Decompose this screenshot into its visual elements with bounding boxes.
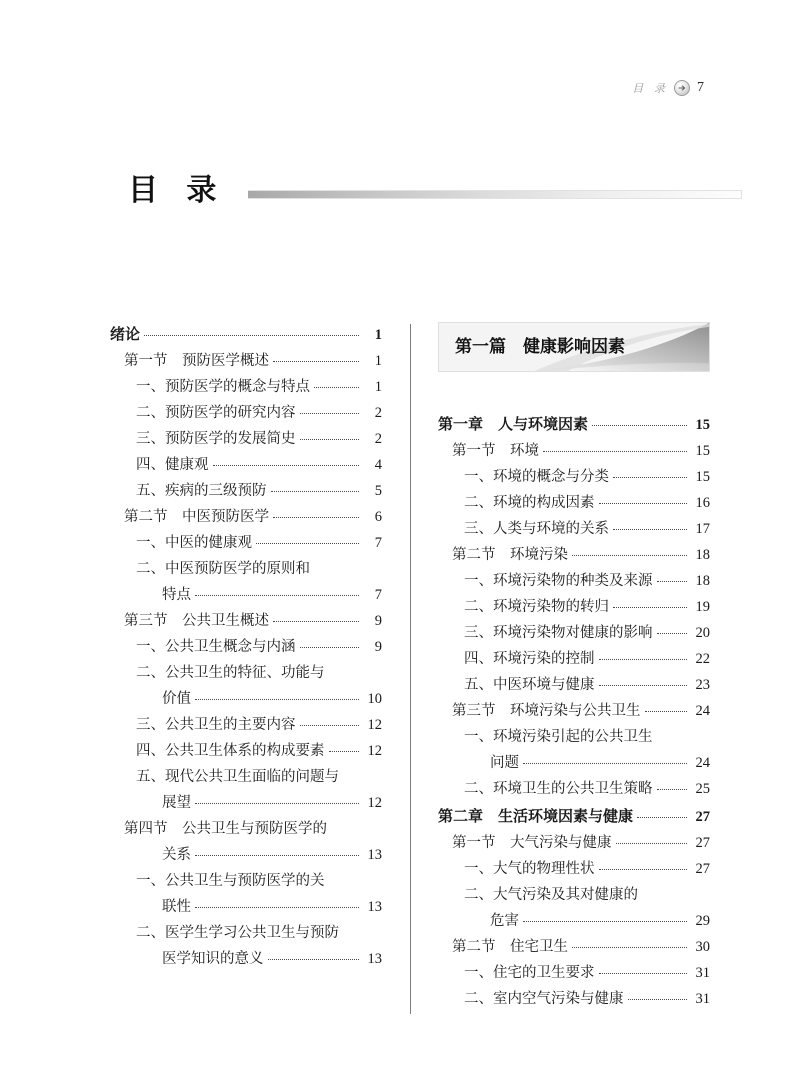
toc-entry[interactable]	[438, 750, 710, 776]
toc-dot-leader	[637, 817, 687, 818]
running-header-label: 目 录	[632, 83, 669, 95]
toc-entry-page-number: 9	[374, 639, 382, 655]
toc-entry-label: 环境卫生的公共卫生策略	[493, 781, 653, 797]
toc-entry-marker: 一、	[464, 729, 493, 745]
toc-entry[interactable]	[110, 556, 382, 582]
toc-entry[interactable]	[438, 986, 710, 1012]
toc-entry-label: 中医的健康观	[165, 535, 252, 551]
toc-entry-label: 中医环境与健康	[493, 677, 595, 693]
toc-dot-leader	[268, 959, 360, 960]
toc-entry-marker: 二、	[136, 405, 165, 421]
toc-entry-label: 环境污染物的种类及来源	[493, 573, 653, 589]
toc-entry[interactable]	[110, 712, 382, 738]
toc-entry-marker: 一、	[136, 379, 165, 395]
toc-entry-page-number: 13	[367, 899, 382, 915]
toc-entry[interactable]	[438, 620, 710, 646]
toc-dot-leader	[195, 699, 359, 700]
toc-entry-label: 预防医学的发展简史	[165, 431, 296, 447]
toc-entry[interactable]	[438, 804, 710, 830]
toc-entry-marker: 三、	[464, 625, 493, 641]
toc-entry-label: 价值	[162, 691, 191, 707]
toc-entry-label: 预防医学的概念与特点	[165, 379, 310, 395]
toc-entry[interactable]	[438, 934, 710, 960]
toc-dot-leader	[616, 843, 688, 844]
toc-entry[interactable]	[438, 776, 710, 802]
toc-entry-page-number: 27	[695, 809, 710, 825]
toc-entry-page-number: 18	[695, 573, 710, 589]
toc-entry-label: 大气的物理性状	[493, 861, 595, 877]
toc-dot-leader	[195, 803, 359, 804]
toc-entry-label: 公共卫生概述	[167, 613, 269, 629]
toc-entry-marker: 一、	[464, 965, 493, 981]
toc-entry-marker: 第三节	[124, 613, 168, 629]
toc-entry-page-number: 1	[374, 379, 382, 395]
toc-entry-page-number: 15	[695, 417, 710, 433]
toc-entry[interactable]	[110, 816, 382, 842]
running-header-page-number: 7	[697, 80, 704, 95]
toc-dot-leader	[613, 529, 687, 530]
toc-entry[interactable]	[110, 790, 382, 816]
toc-entry-label: 关系	[162, 847, 191, 863]
toc-entry-label: 公共卫生体系的构成要素	[165, 743, 325, 759]
toc-entry-marker: 一、	[464, 469, 493, 485]
toc-entry-label: 健康观	[165, 457, 209, 473]
toc-entry-marker: 第一章	[438, 416, 484, 433]
toc-entry-marker: 第二节	[124, 509, 168, 525]
toc-column-right	[438, 322, 710, 1014]
toc-entry[interactable]	[438, 464, 710, 490]
toc-dot-leader	[329, 751, 360, 752]
toc-entry-page-number: 25	[695, 781, 710, 797]
toc-dot-leader	[300, 439, 360, 440]
toc-entry[interactable]	[110, 842, 382, 868]
toc-entry[interactable]	[438, 856, 710, 882]
toc-entry-marker: 五、	[464, 677, 493, 693]
toc-dot-leader	[599, 973, 688, 974]
toc-entry-marker: 五、	[136, 483, 165, 499]
toc-entry[interactable]	[110, 452, 382, 478]
toc-entry-label: 特点	[162, 587, 191, 603]
toc-entry-marker: 二、	[464, 599, 493, 615]
toc-entry[interactable]	[438, 698, 710, 724]
toc-entry-label: 疾病的三级预防	[165, 483, 267, 499]
toc-entry-label: 中医预防医学的原则和	[165, 561, 310, 577]
toc-entry-label: 公共卫生的主要内容	[165, 717, 296, 733]
toc-entry-marker: 第一节	[124, 353, 168, 369]
toc-entry-label: 环境的构成因素	[493, 495, 595, 511]
toc-dot-leader	[613, 477, 687, 478]
toc-entry-label: 公共卫生的特征、功能与	[165, 665, 325, 681]
toc-entry-label: 环境污染物的转归	[493, 599, 609, 615]
toc-entry-marker: 第一节	[452, 835, 496, 851]
toc-entry-page-number: 31	[695, 991, 710, 1007]
toc-entry[interactable]	[110, 868, 382, 894]
toc-entry[interactable]	[110, 478, 382, 504]
toc-entry[interactable]	[438, 724, 710, 750]
toc-entry-page-number: 31	[695, 965, 710, 981]
toc-entry-page-number: 5	[374, 483, 382, 499]
toc-entry-marker: 第三节	[452, 703, 496, 719]
toc-entry-page-number: 7	[374, 535, 382, 551]
toc-column-left	[110, 322, 382, 1014]
toc-entry-page-number: 1	[374, 353, 382, 369]
toc-dot-leader	[657, 633, 688, 634]
running-header	[632, 80, 704, 96]
toc-entry-label: 现代公共卫生面临的问题与	[165, 769, 339, 785]
toc-entry[interactable]	[110, 608, 382, 634]
toc-dot-leader	[195, 595, 359, 596]
toc-dot-leader	[273, 621, 359, 622]
toc-entry-page-number: 10	[367, 691, 382, 707]
toc-entry[interactable]	[438, 882, 710, 908]
toc-entry-marker: 第二节	[452, 547, 496, 563]
page-title: 目 录	[128, 174, 227, 207]
toc-entry[interactable]	[438, 542, 710, 568]
toc-entry[interactable]	[110, 582, 382, 608]
toc-entry[interactable]	[438, 594, 710, 620]
toc-entry-label: 中医预防医学	[167, 509, 269, 525]
toc-entry-marker: 二、	[464, 495, 493, 511]
toc-entry-marker: 二、	[464, 887, 493, 903]
toc-entry-page-number: 4	[374, 457, 382, 473]
toc-entry-marker: 一、	[136, 535, 165, 551]
toc-dot-leader	[599, 685, 688, 686]
toc-entry-label: 住宅卫生	[495, 939, 568, 955]
toc-dot-leader	[645, 711, 688, 712]
toc-dot-leader	[144, 335, 359, 336]
toc-entry[interactable]	[110, 920, 382, 946]
toc-entry-marker: 四、	[464, 651, 493, 667]
toc-entry[interactable]	[438, 568, 710, 594]
toc-entry[interactable]	[110, 374, 382, 400]
toc-entry-marker: 二、	[136, 925, 165, 941]
toc-entry-page-number: 9	[374, 613, 382, 629]
toc-entry-marker: 二、	[464, 781, 493, 797]
toc-entry-label: 公共卫生与预防医学的关	[165, 873, 325, 889]
toc-entry[interactable]	[110, 686, 382, 712]
toc-entry-page-number: 23	[695, 677, 710, 693]
toc-entry[interactable]	[110, 946, 382, 972]
toc-dot-leader	[213, 465, 360, 466]
toc-entry-label: 生活环境因素与健康	[483, 808, 634, 825]
toc-dot-leader	[628, 999, 688, 1000]
toc-entry-label: 环境污染与公共卫生	[495, 703, 641, 719]
toc-entry-page-number: 1	[374, 327, 382, 343]
toc-entry-marker: 二、	[136, 665, 165, 681]
toc-dot-leader	[273, 361, 359, 362]
toc-dot-leader	[657, 581, 688, 582]
toc-entry[interactable]	[438, 412, 710, 438]
toc-entry-label: 医学知识的意义	[162, 951, 264, 967]
toc-entry-page-number: 18	[695, 547, 710, 563]
toc-entry[interactable]	[438, 672, 710, 698]
toc-dot-leader	[592, 425, 687, 426]
toc-dot-leader	[572, 555, 687, 556]
toc-dot-leader	[599, 503, 688, 504]
toc-dot-leader	[314, 387, 359, 388]
toc-entry-page-number: 12	[367, 717, 382, 733]
toc-entry[interactable]	[110, 738, 382, 764]
toc-entry-label: 预防医学的研究内容	[165, 405, 296, 421]
toc-entry-page-number: 6	[374, 509, 382, 525]
toc-entry-label: 公共卫生概念与内涵	[165, 639, 296, 655]
toc-entry-label: 人类与环境的关系	[493, 521, 609, 537]
toc-entry[interactable]	[438, 646, 710, 672]
toc-dot-leader	[273, 517, 359, 518]
toc-entry-page-number: 7	[374, 587, 382, 603]
toc-entry-page-number: 19	[695, 599, 710, 615]
toc-dot-leader	[613, 607, 687, 608]
toc-entry-page-number: 24	[695, 755, 710, 771]
toc-entry-page-number: 15	[695, 469, 710, 485]
toc-entry-label: 住宅的卫生要求	[493, 965, 595, 981]
toc-dot-leader	[195, 907, 359, 908]
toc-entry-page-number: 12	[367, 743, 382, 759]
toc-entry-marker: 一、	[136, 873, 165, 889]
toc-dot-leader	[300, 647, 360, 648]
toc-entry[interactable]	[438, 490, 710, 516]
toc-dot-leader	[271, 491, 360, 492]
toc-entry[interactable]	[110, 530, 382, 556]
toc-entry-label: 问题	[490, 755, 519, 771]
toc-entry-label: 公共卫生与预防医学的	[167, 821, 327, 837]
toc-entry-page-number: 30	[695, 939, 710, 955]
toc-entry-page-number: 15	[695, 443, 710, 459]
toc-entry-page-number: 22	[695, 651, 710, 667]
toc-entry-page-number: 17	[695, 521, 710, 537]
toc-entry[interactable]	[438, 438, 710, 464]
toc-entry-label: 室内空气污染与健康	[493, 991, 624, 1007]
toc-entry-marker: 四、	[136, 743, 165, 759]
toc-entry-page-number: 13	[367, 847, 382, 863]
toc-entry-marker: 第四节	[124, 821, 168, 837]
toc-entry[interactable]	[110, 348, 382, 374]
toc-entry[interactable]	[438, 830, 710, 856]
toc-entry-label: 危害	[490, 913, 519, 929]
toc-entry[interactable]	[110, 426, 382, 452]
toc-entry-label: 环境污染物对健康的影响	[493, 625, 653, 641]
toc-entry[interactable]	[110, 894, 382, 920]
toc-entry-page-number: 24	[695, 703, 710, 719]
toc-entry-page-number: 27	[695, 835, 710, 851]
column-divider	[410, 324, 411, 1014]
toc-entry-marker: 二、	[136, 561, 165, 577]
toc-entry-marker: 四、	[136, 457, 165, 473]
toc-dot-leader	[572, 947, 687, 948]
toc-entry-marker: 二、	[464, 991, 493, 1007]
toc-dot-leader	[523, 921, 687, 922]
toc-entry-page-number: 29	[695, 913, 710, 929]
toc-entry-label: 大气污染与健康	[495, 835, 612, 851]
toc-entry-label: 环境的概念与分类	[493, 469, 609, 485]
table-of-contents	[110, 322, 710, 1014]
toc-dot-leader	[543, 451, 687, 452]
toc-dot-leader	[523, 763, 687, 764]
toc-entry-marker: 一、	[464, 573, 493, 589]
part-banner-label: 第一篇 健康影响因素	[455, 337, 625, 356]
toc-dot-leader	[195, 855, 359, 856]
toc-entry[interactable]	[110, 764, 382, 790]
toc-dot-leader	[256, 543, 359, 544]
toc-entry-page-number: 13	[367, 951, 382, 967]
toc-dot-leader	[657, 789, 688, 790]
title-rule	[248, 190, 742, 199]
toc-entry-page-number: 20	[695, 625, 710, 641]
toc-entry-label: 联性	[162, 899, 191, 915]
part-banner	[438, 322, 710, 372]
toc-entry-marker: 五、	[136, 769, 165, 785]
toc-dot-leader	[599, 869, 688, 870]
toc-entry-marker: 三、	[136, 431, 165, 447]
toc-entry-label: 人与环境因素	[483, 416, 589, 433]
toc-entry-marker: 第二章	[438, 808, 484, 825]
toc-dot-leader	[599, 659, 688, 660]
toc-entry-page-number: 27	[695, 861, 710, 877]
toc-entry-label: 环境污染	[495, 547, 568, 563]
toc-entry-page-number: 2	[374, 405, 382, 421]
toc-dot-leader	[300, 725, 360, 726]
toc-entry-marker: 三、	[136, 717, 165, 733]
toc-entry[interactable]	[110, 400, 382, 426]
toc-entry-marker: 第一节	[452, 443, 496, 459]
toc-entry-marker: 绪论	[110, 326, 141, 343]
toc-entry-label: 环境	[495, 443, 539, 459]
toc-entry-marker: 一、	[464, 861, 493, 877]
toc-entry[interactable]	[438, 908, 710, 934]
toc-entry[interactable]	[110, 634, 382, 660]
toc-entry-marker: 第二节	[452, 939, 496, 955]
toc-entry-label: 预防医学概述	[167, 353, 269, 369]
toc-dot-leader	[300, 413, 360, 414]
toc-entry[interactable]	[110, 322, 382, 348]
toc-entry-page-number: 16	[695, 495, 710, 511]
toc-entry-label: 大气污染及其对健康的	[493, 887, 638, 903]
toc-entry[interactable]	[110, 504, 382, 530]
toc-entry-marker: 三、	[464, 521, 493, 537]
toc-entry-label: 环境污染的控制	[493, 651, 595, 667]
toc-entry-label: 环境污染引起的公共卫生	[493, 729, 653, 745]
toc-entry-page-number: 12	[367, 795, 382, 811]
column-gap	[382, 322, 438, 1014]
toc-entry[interactable]	[438, 516, 710, 542]
toc-entry-marker: 一、	[136, 639, 165, 655]
toc-entry-page-number: 2	[374, 431, 382, 447]
toc-entry-label: 医学生学习公共卫生与预防	[165, 925, 339, 941]
toc-entry-label: 展望	[162, 795, 191, 811]
toc-entry[interactable]	[438, 960, 710, 986]
toc-entry[interactable]	[110, 660, 382, 686]
arrow-right-circle-icon	[674, 80, 690, 96]
page-title-row	[128, 176, 742, 206]
